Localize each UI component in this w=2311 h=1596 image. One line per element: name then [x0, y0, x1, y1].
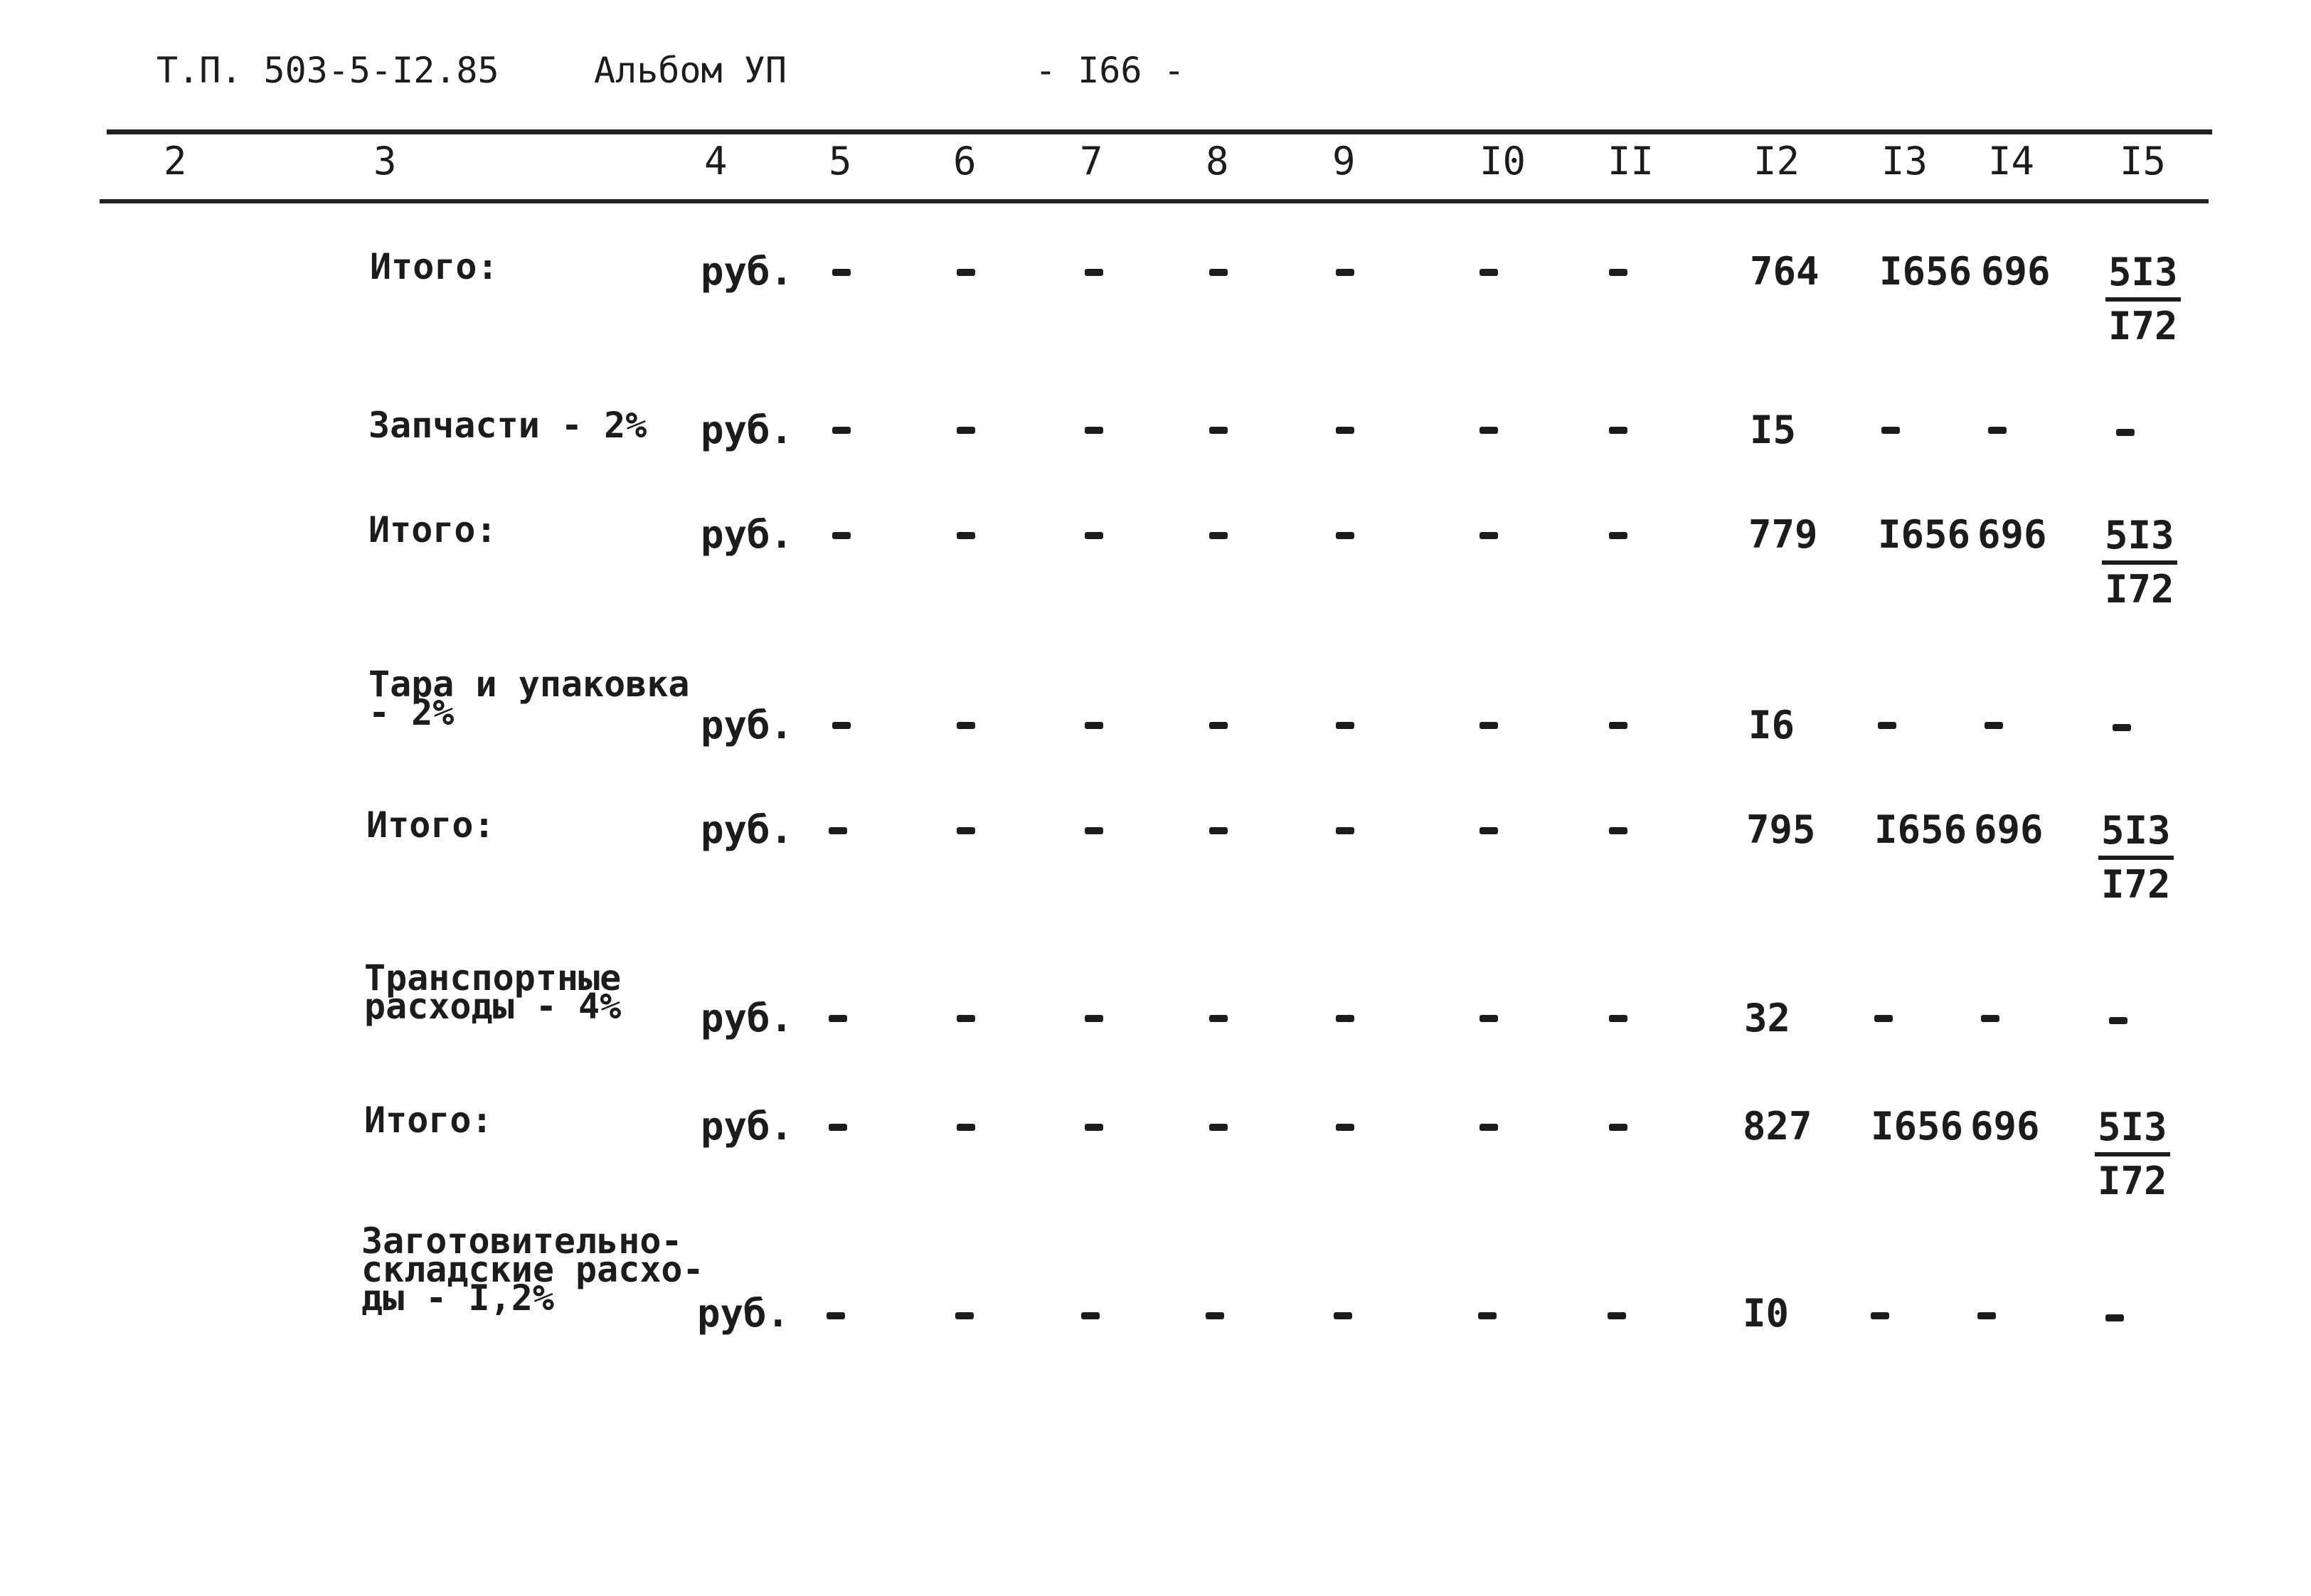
empty-dash [1209, 532, 1228, 539]
empty-dash [1336, 1015, 1354, 1022]
empty-dash [1085, 1124, 1103, 1131]
header-bottom-rule [100, 199, 2209, 203]
fraction-col15 [2105, 248, 2181, 351]
empty-dash [1478, 1312, 1497, 1319]
fraction-numerator: 5I3 [2095, 1102, 2170, 1156]
top-rule [107, 129, 2212, 134]
fraction-col15 [2095, 1102, 2170, 1206]
column-number: I2 [1753, 139, 1800, 183]
empty-dash [1085, 827, 1103, 834]
empty-dash [1085, 722, 1103, 729]
value-col12: I5 [1750, 408, 1797, 452]
empty-dash [1479, 722, 1498, 729]
empty-dash [829, 1015, 847, 1022]
fraction-numerator: 5I3 [2098, 806, 2174, 860]
unit-cell: руб. [701, 408, 794, 452]
empty-dash [2113, 724, 2131, 731]
empty-dash [832, 427, 851, 434]
column-number: 9 [1332, 139, 1356, 183]
unit-cell: руб. [701, 512, 794, 557]
fraction-numerator: 5I3 [2102, 511, 2177, 565]
page-number: - I66 - [1035, 50, 1185, 91]
empty-dash [1881, 427, 1900, 434]
empty-dash [957, 722, 975, 729]
row-label: Тара и упаковка - 2% [368, 664, 690, 733]
row-label: Итого: [364, 1100, 493, 1141]
empty-dash [1608, 1312, 1626, 1319]
empty-dash [1085, 532, 1103, 539]
empty-dash [1206, 1312, 1224, 1319]
empty-dash [1336, 269, 1354, 276]
value-col13: I656 [1878, 512, 1971, 557]
column-number: 6 [953, 139, 977, 183]
unit-cell: руб. [701, 996, 794, 1041]
fraction-numerator: 5I3 [2105, 248, 2181, 302]
empty-dash [1479, 427, 1498, 434]
empty-dash [1609, 427, 1627, 434]
empty-dash [2116, 429, 2135, 436]
empty-dash [829, 827, 847, 834]
empty-dash [832, 269, 851, 276]
empty-dash [1336, 827, 1354, 834]
value-col12: I0 [1743, 1291, 1790, 1336]
empty-dash [1609, 1015, 1627, 1022]
fraction-denominator: I72 [2098, 1159, 2167, 1203]
row-label: Итого: [366, 804, 495, 846]
column-number: 4 [704, 139, 728, 183]
empty-dash [1334, 1312, 1352, 1319]
empty-dash [829, 1124, 847, 1131]
unit-cell: руб. [701, 1104, 794, 1149]
row-label: Заготовительно- складские расхо- ды - I,2% [361, 1220, 704, 1319]
empty-dash [1336, 532, 1354, 539]
fraction-denominator: I72 [2108, 304, 2178, 349]
fraction-denominator: I72 [2101, 862, 2171, 907]
empty-dash [957, 827, 975, 834]
row-label: Итого: [368, 509, 497, 550]
value-col14: 696 [1981, 249, 2051, 294]
column-number: 8 [1206, 139, 1229, 183]
empty-dash [1609, 532, 1627, 539]
album-label: Альбом УП [594, 50, 787, 91]
value-col13: I656 [1871, 1104, 1964, 1149]
fraction-col15 [2102, 511, 2177, 615]
empty-dash [1609, 827, 1627, 834]
value-col12: 779 [1748, 512, 1818, 557]
empty-dash [957, 532, 975, 539]
empty-dash [1609, 1124, 1627, 1131]
empty-dash [1209, 722, 1228, 729]
column-number: 3 [373, 139, 397, 183]
value-col14: 696 [1977, 512, 2047, 557]
empty-dash [1336, 427, 1354, 434]
empty-dash [1479, 532, 1498, 539]
value-col12: 827 [1743, 1104, 1812, 1149]
empty-dash [832, 532, 851, 539]
column-number: II [1608, 139, 1654, 183]
empty-dash [832, 722, 851, 729]
empty-dash [1988, 427, 2007, 434]
empty-dash [1985, 722, 2003, 729]
empty-dash [1081, 1312, 1100, 1319]
empty-dash [2105, 1314, 2124, 1321]
fraction-denominator: I72 [2105, 567, 2174, 612]
empty-dash [1336, 1124, 1354, 1131]
value-col14: 696 [1970, 1104, 2040, 1149]
empty-dash [1479, 827, 1498, 834]
unit-cell: руб. [701, 703, 794, 748]
empty-dash [1981, 1015, 1999, 1022]
row-label: Транспортные расходы - 4% [364, 957, 622, 1027]
empty-dash [1085, 427, 1103, 434]
unit-cell: руб. [701, 807, 794, 852]
empty-dash [1609, 269, 1627, 276]
column-number: 7 [1080, 139, 1103, 183]
empty-dash [1479, 1015, 1498, 1022]
empty-dash [957, 1124, 975, 1131]
empty-dash [1209, 427, 1228, 434]
column-number: 2 [164, 139, 187, 183]
empty-dash [1336, 722, 1354, 729]
row-label: Итого: [370, 246, 499, 287]
empty-dash [957, 269, 975, 276]
value-col13: I656 [1874, 807, 1967, 852]
empty-dash [957, 1015, 975, 1022]
value-col12: 795 [1746, 807, 1816, 852]
column-number: I5 [2120, 139, 2167, 183]
empty-dash [1609, 722, 1627, 729]
value-col14: 696 [1974, 807, 2044, 852]
unit-cell: руб. [701, 249, 794, 294]
empty-dash [957, 427, 975, 434]
empty-dash [1085, 269, 1103, 276]
value-col12: 32 [1744, 996, 1791, 1041]
empty-dash [1479, 1124, 1498, 1131]
value-col12: I6 [1748, 703, 1795, 748]
empty-dash [2109, 1017, 2127, 1024]
fraction-col15 [2098, 806, 2174, 910]
empty-dash [1479, 269, 1498, 276]
value-col12: 764 [1750, 249, 1819, 294]
column-number: I3 [1881, 139, 1928, 183]
empty-dash [1878, 722, 1896, 729]
empty-dash [1977, 1312, 1996, 1319]
empty-dash [1871, 1312, 1889, 1319]
empty-dash [1209, 269, 1228, 276]
empty-dash [827, 1312, 845, 1319]
value-col13: I656 [1879, 249, 1972, 294]
empty-dash [1209, 1015, 1228, 1022]
column-number: 5 [829, 139, 852, 183]
unit-cell: руб. [697, 1291, 790, 1336]
empty-dash [1085, 1015, 1103, 1022]
row-label: Запчасти - 2% [368, 405, 647, 446]
empty-dash [1874, 1015, 1893, 1022]
column-number: I4 [1988, 139, 2035, 183]
empty-dash [1209, 1124, 1228, 1131]
document-code: Т.П. 503-5-I2.85 [156, 50, 499, 91]
empty-dash [955, 1312, 974, 1319]
column-number: I0 [1479, 139, 1526, 183]
empty-dash [1209, 827, 1228, 834]
